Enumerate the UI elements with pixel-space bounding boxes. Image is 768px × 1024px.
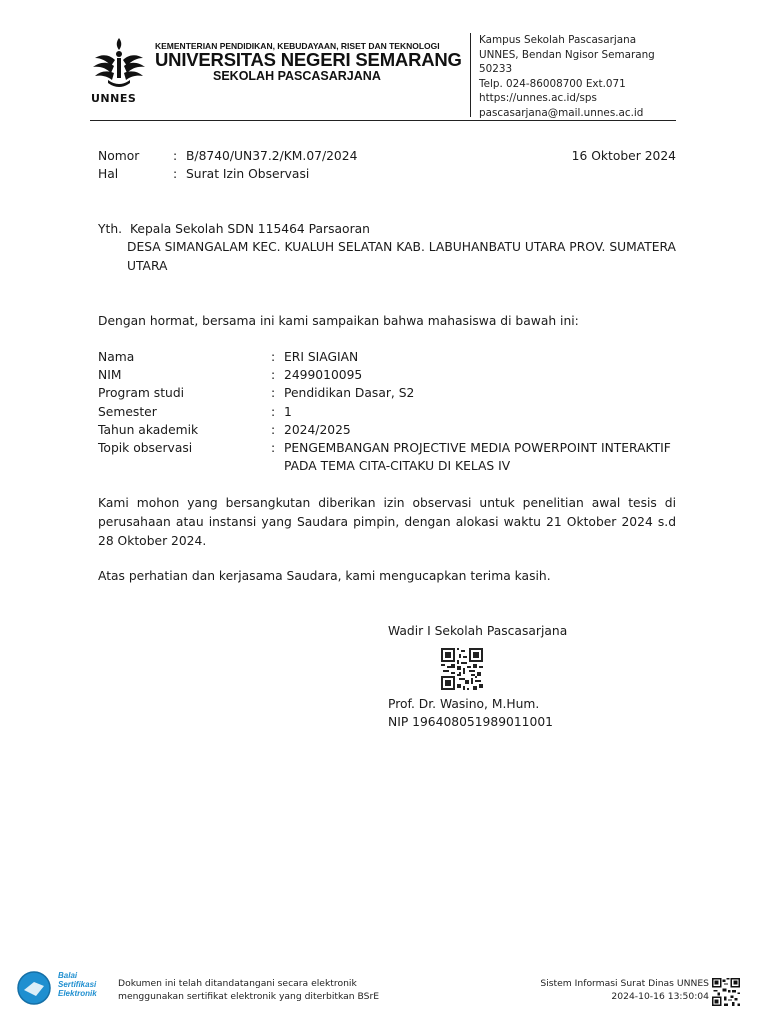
bsre-line: Balai xyxy=(58,971,78,980)
letter-date: 16 Oktober 2024 xyxy=(571,149,676,163)
field-colon: : xyxy=(271,441,276,455)
field-value: 2499010095 xyxy=(284,368,363,382)
recipient-prefix: Yth. xyxy=(98,222,123,236)
footer-timestamp: 2024-10-16 13:50:04 xyxy=(611,990,709,1002)
field-value: Pendidikan Dasar, S2 xyxy=(284,386,415,400)
phone-line: Telp. 024-86008700 Ext.071 xyxy=(479,77,626,90)
field-value: ERI SIAGIAN xyxy=(284,350,359,364)
hal-colon: : xyxy=(173,167,178,181)
footer-left-line1: Dokumen ini telah ditandatangani secara elektronik xyxy=(118,978,357,989)
nomor-label: Nomor xyxy=(98,149,140,163)
signatory-position: Wadir I Sekolah Pascasarjana xyxy=(388,624,568,638)
field-label: Tahun akademik xyxy=(98,423,199,437)
signature-qr-icon xyxy=(441,648,483,690)
nomor-colon: : xyxy=(173,149,178,163)
topic-line2: PADA TEMA CITA-CITAKU DI KELAS IV xyxy=(284,459,511,473)
hal-value: Surat Izin Observasi xyxy=(186,167,310,181)
unnes-emblem-icon xyxy=(90,36,148,94)
field-row xyxy=(98,405,676,421)
nomor-value: B/8740/UN37.2/KM.07/2024 xyxy=(186,149,358,163)
field-value: PENGEMBANGAN PROJECTIVE MEDIA POWERPOINT INTERAKTIF xyxy=(284,441,671,455)
field-row xyxy=(98,386,676,402)
recipient-line3: UTARA xyxy=(127,259,168,273)
ministry-name: KEMENTERIAN PENDIDIKAN, KEBUDAYAAN, RISET DAN TEKNOLOGI xyxy=(155,41,440,51)
field-label: Semester xyxy=(98,405,157,419)
field-row xyxy=(98,350,676,366)
university-name: UNIVERSITAS NEGERI SEMARANG xyxy=(155,49,462,70)
bsre-line: Elektronik xyxy=(58,989,97,998)
nomor-row xyxy=(98,149,676,165)
address-line: UNNES, Bendan Ngisor Semarang xyxy=(479,48,655,61)
field-colon: : xyxy=(271,368,276,382)
hal-label: Hal xyxy=(98,167,119,181)
signatory-nip: NIP 196408051989011001 xyxy=(388,715,553,729)
bsre-logo-icon xyxy=(16,970,52,1006)
address-block xyxy=(479,33,655,120)
field-label: NIM xyxy=(98,368,122,382)
logo-text: UNNES xyxy=(91,92,137,105)
field-row xyxy=(98,368,676,384)
email-link[interactable]: pascasarjana@mail.unnes.ac.id xyxy=(479,106,644,119)
field-row xyxy=(98,441,676,457)
recipient-line1 xyxy=(98,222,370,236)
field-row xyxy=(98,423,676,439)
field-label: Topik observasi xyxy=(98,441,193,455)
address-line: 50233 xyxy=(479,63,513,75)
field-colon: : xyxy=(271,423,276,437)
header-divider xyxy=(470,33,471,117)
field-colon: : xyxy=(271,350,276,364)
school-name: SEKOLAH PASCASARJANA xyxy=(213,69,381,83)
address-line: Kampus Sekolah Pascasarjana xyxy=(479,34,637,46)
website-link[interactable]: https://unnes.ac.id/sps xyxy=(479,92,597,104)
footer-esign-note xyxy=(118,978,379,1003)
bsre-line: Sertifikasi xyxy=(58,980,97,989)
header-rule xyxy=(90,120,676,121)
field-label: Nama xyxy=(98,350,135,364)
footer-qr-icon xyxy=(712,978,740,1006)
footer-system-info xyxy=(540,978,709,1003)
field-colon: : xyxy=(271,405,276,419)
footer-left-line2: menggunakan sertifikat elektronik yang diterbitkan BSrE xyxy=(118,990,380,1002)
closing-text: Atas perhatian dan kerjasama Saudara, kami mengucapkan terima kasih. xyxy=(98,569,551,583)
signatory-name: Prof. Dr. Wasino, M.Hum. xyxy=(388,697,540,711)
field-value: 2024/2025 xyxy=(284,423,351,437)
recipient-name: Kepala Sekolah SDN 115464 Parsaoran xyxy=(129,222,370,236)
field-value: 1 xyxy=(284,405,292,419)
field-colon: : xyxy=(271,386,276,400)
recipient-line2: DESA SIMANGALAM KEC. KUALUH SELATAN KAB. LABUHANBATU UTARA PROV. SUMATERA xyxy=(127,240,676,254)
footer-right-line1: Sistem Informasi Surat Dinas UNNES xyxy=(540,978,709,989)
hal-row xyxy=(98,167,676,183)
request-paragraph: Kami mohon yang bersangkutan diberikan izin observasi untuk penelitian awal tesis di perusahaan atau instansi yang Saudara pimpin, dengan alokasi waktu 21 Oktober 2024 s.d 28 Oktober 2024. xyxy=(98,496,676,548)
field-label: Program studi xyxy=(98,386,185,400)
opening-text: Dengan hormat, bersama ini kami sampaikan bahwa mahasiswa di bawah ini: xyxy=(98,314,579,328)
bsre-label xyxy=(58,971,97,998)
